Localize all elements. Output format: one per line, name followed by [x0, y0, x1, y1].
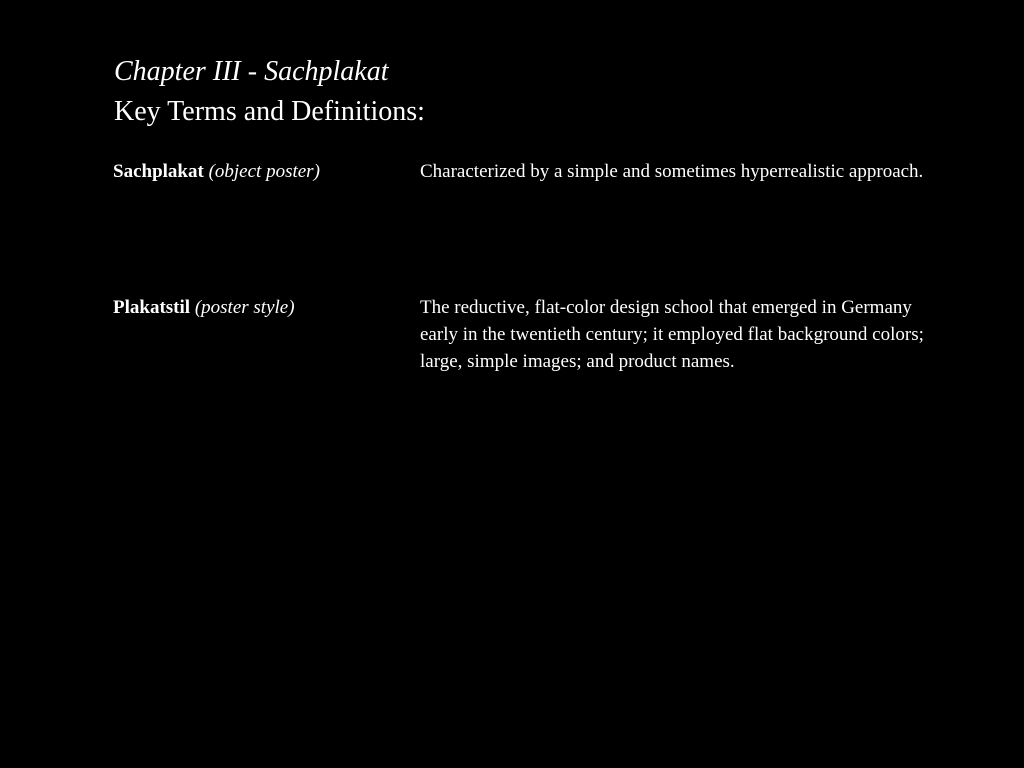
- term-definition: The reductive, flat-color design school that emerged in Germany early in the twentieth century; it employed flat background colors; large, simple images; and product names.: [420, 297, 924, 372]
- term-label: [113, 294, 413, 321]
- term-name: Sachplakat: [113, 161, 204, 182]
- term-label: [113, 158, 413, 185]
- term-definition: Characterized by a simple and sometimes hyperrealistic approach.: [420, 161, 924, 182]
- slide-subtitle: Key Terms and Definitions:: [114, 96, 425, 127]
- chapter-title: Chapter III - Sachplakat: [114, 56, 389, 87]
- term-gloss: (object poster): [208, 161, 320, 182]
- term-name: Plakatstil: [113, 297, 191, 318]
- slide-header: [114, 52, 914, 132]
- term-gloss: (poster style): [194, 297, 295, 318]
